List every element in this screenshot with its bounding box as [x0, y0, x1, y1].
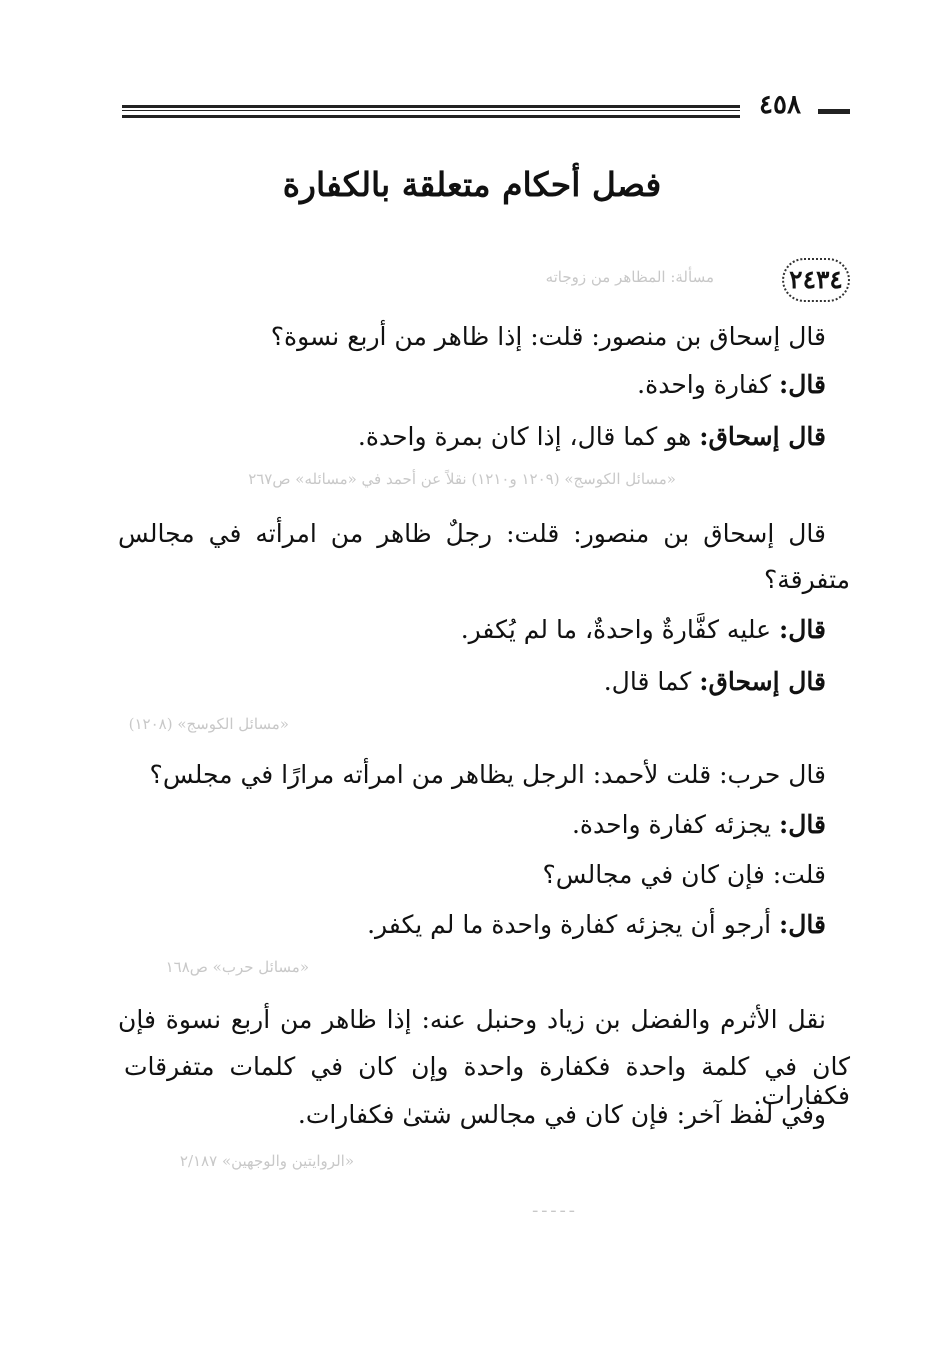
- faint-source-2: «مسائل الكوسج» (١٢٠٨): [128, 715, 289, 733]
- line-text: كان في كلمة واحدة فكفارة واحدة وإن كان في كلمات متفرقات فكفارات.: [124, 1052, 850, 1110]
- text-line: [461, 615, 826, 644]
- speaker-label: قال إسحاق:: [699, 422, 826, 451]
- chapter-title: فصل أحكام متعلقة بالكفارة: [282, 165, 662, 204]
- entry-number-badge: ٢٤٣٤: [782, 258, 850, 302]
- line-text: عليه كفَّارةٌ واحدةٌ، ما لم يُكفر.: [460, 615, 780, 644]
- line-text: كما قال.: [603, 667, 700, 696]
- text-line: [150, 760, 826, 789]
- text-line: [604, 667, 826, 696]
- line-text: قال إسحاق بن منصور: قلت: رجلٌ ظاهر من امرأته في مجالس: [118, 519, 826, 548]
- line-text: هو كما قال، إذا كان بمرة واحدة.: [357, 422, 700, 451]
- line-text: قلت: فإن كان في مجالس؟: [542, 860, 826, 889]
- line-text: أرجو أن يجزئه كفارة واحدة ما لم يكفر.: [367, 910, 780, 939]
- line-text: وفي لفظ آخر: فإن كان في مجالس شتىٰ فكفارات.: [297, 1100, 826, 1129]
- text-line: [118, 519, 826, 548]
- speaker-label: قال:: [779, 910, 826, 939]
- speaker-label: قال:: [779, 810, 826, 839]
- line-text: يجزئه كفارة واحدة.: [571, 810, 780, 839]
- line-text: متفرقة؟: [764, 565, 850, 594]
- faint-bottom-marks: ـ ـ ـ ـ ـ: [532, 1198, 574, 1216]
- text-line: [543, 860, 826, 889]
- faint-heading: مسألة: المظاهر من زوجاته: [545, 268, 714, 286]
- text-line: [298, 1100, 826, 1129]
- header-rule: [122, 105, 740, 118]
- header-rule-short: [818, 109, 850, 114]
- line-text: قال حرب: قلت لأحمد: الرجل يظاهر من امرأته مرارًا في مجلس؟: [149, 760, 826, 789]
- speaker-label: قال إسحاق:: [699, 667, 826, 696]
- speaker-label: قال:: [779, 370, 826, 399]
- page-number: ٤٥٨: [759, 90, 801, 120]
- speaker-label: قال:: [779, 615, 826, 644]
- faint-source-4: «الروايتين والوجهين» ٢/١٨٧: [179, 1152, 354, 1170]
- text-line: [572, 810, 826, 839]
- faint-source-3: «مسائل حرب» ص١٦٨: [165, 958, 309, 976]
- faint-source-1: «مسائل الكوسج» (١٢٠٩ و١٢١٠) نقلاً عن أحمد في «مسائله» ص٢٦٧: [248, 470, 676, 488]
- text-line: [637, 370, 826, 399]
- text-line: [358, 422, 826, 451]
- text-line: [764, 565, 850, 594]
- line-text: نقل الأثرم والفضل بن زياد وحنبل عنه: إذا ظاهر من أربع نسوة فإن: [118, 1005, 826, 1034]
- text-line: [118, 1005, 826, 1034]
- line-text: قال إسحاق بن منصور: قلت: إذا ظاهر من أربع نسوة؟: [270, 322, 826, 351]
- text-line: [271, 322, 826, 351]
- text-line: [367, 910, 826, 939]
- line-text: كفارة واحدة.: [637, 370, 780, 399]
